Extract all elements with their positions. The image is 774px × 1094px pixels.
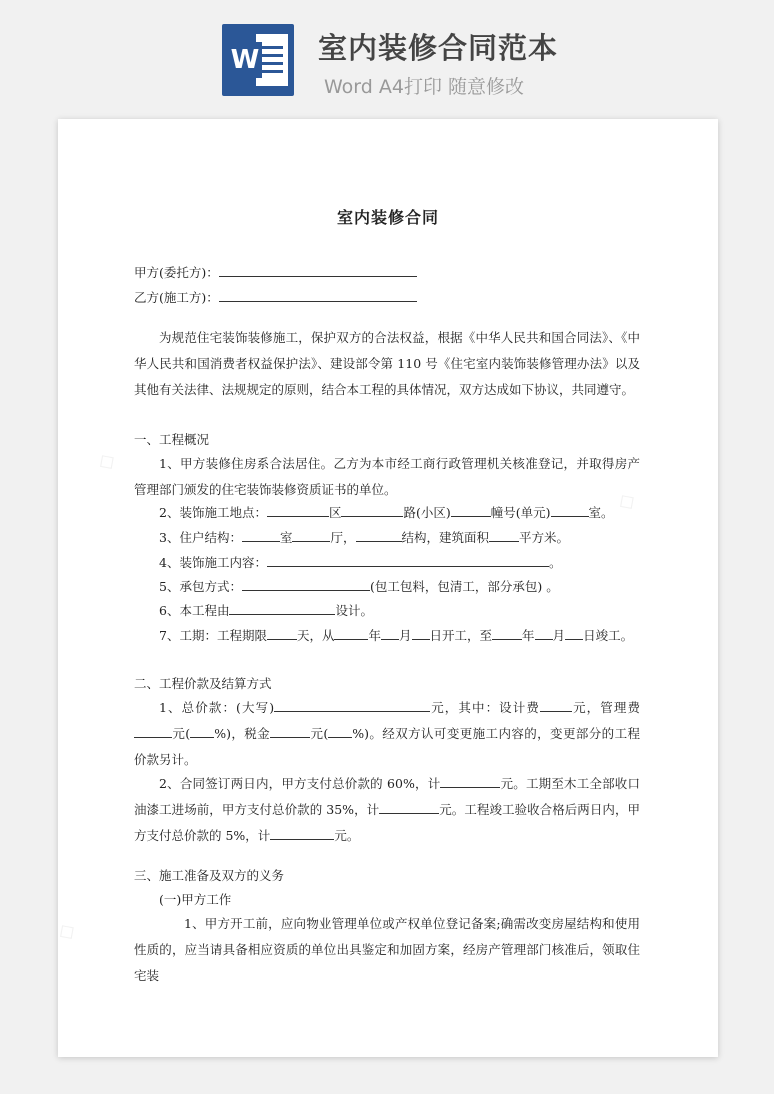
text-fragment: 天，从	[296, 628, 335, 643]
blank-field	[267, 626, 297, 640]
blank-field	[134, 724, 172, 738]
blank-field	[267, 553, 549, 567]
watermark: ◇	[52, 916, 81, 947]
blank-field	[270, 724, 310, 738]
text-fragment: 室。	[588, 505, 614, 520]
section1-item4	[159, 553, 561, 572]
text-fragment: 年	[368, 628, 381, 643]
text-fragment: 元，其中：设计费	[430, 700, 540, 715]
text-fragment: 年	[522, 628, 535, 643]
text-fragment: 日竣工。	[583, 628, 634, 643]
text-fragment	[134, 456, 159, 471]
blank-field	[492, 626, 522, 640]
text-fragment: 平方米。	[519, 530, 570, 545]
text-fragment	[134, 330, 159, 345]
text-fragment: 元。	[334, 828, 360, 843]
blank-field	[334, 626, 368, 640]
text-fragment: 1、甲方开工前，应向物业管理单位或产权单位登记备案;确需改变房屋结构和使用性质的，应当请具备相应资质的单位出具鉴定和加固方案，经房产管理部门核准后，领取住宅装	[134, 916, 640, 983]
blank-field	[270, 826, 334, 840]
text-fragment: %)。经双方认可变更施工内容的，变更部分的工程价款另计。	[134, 726, 640, 767]
section1-item2	[159, 503, 614, 522]
blank-field	[565, 626, 583, 640]
section2-item1	[134, 695, 640, 773]
text-fragment: 元，管理费	[571, 700, 640, 715]
blank-field	[219, 263, 417, 277]
text-fragment: 幢号(单元)	[490, 505, 551, 520]
blank-field	[451, 503, 491, 517]
blank-field	[229, 601, 335, 615]
section1-item5	[159, 577, 559, 596]
word-document-icon	[222, 24, 294, 96]
section2-heading: 二、工程价款及结算方式	[134, 676, 272, 691]
text-fragment: 4、装饰施工内容：	[159, 555, 267, 570]
section3-sub-heading: (一)甲方工作	[159, 892, 232, 907]
text-fragment: 月	[399, 628, 412, 643]
template-subtitle: Word A4打印 随意修改	[324, 76, 525, 98]
document-page	[52, 119, 718, 1057]
blank-field	[242, 528, 280, 542]
text-fragment: 月	[552, 628, 566, 643]
text-fragment: 元(	[172, 726, 191, 741]
party-a-line	[134, 263, 417, 282]
text-fragment: 5、承包方式：	[159, 579, 242, 594]
text-fragment: 结构，建筑面积	[401, 530, 490, 545]
blank-field	[412, 626, 430, 640]
text-fragment: 元。工期至木工全部收口油漆工进场前，甲方支付总价款的 35%，计	[134, 776, 640, 817]
text-fragment: 室	[279, 530, 293, 545]
text-fragment: 区	[328, 505, 342, 520]
blank-field	[356, 528, 402, 542]
party-b-line	[134, 288, 417, 307]
watermark: ◇	[612, 486, 641, 517]
blank-field	[328, 724, 352, 738]
blank-field	[242, 577, 370, 591]
text-fragment	[134, 776, 159, 791]
section1-item1	[134, 451, 640, 503]
blank-field	[489, 528, 519, 542]
text-fragment: %)，税金	[214, 726, 271, 741]
blank-field	[267, 503, 329, 517]
template-title: 室内装修合同范本	[318, 31, 559, 65]
text-fragment: (包工包料，包清工，部分承包) 。	[369, 579, 559, 594]
blank-field	[535, 626, 553, 640]
text-fragment: 元(	[310, 726, 329, 741]
text-fragment: 厅，	[330, 530, 356, 545]
word-letter: W	[228, 42, 262, 78]
text-fragment: 。	[548, 555, 562, 570]
blank-field	[292, 528, 330, 542]
blank-field	[440, 774, 500, 788]
section3-item1	[134, 911, 640, 989]
text-fragment: 2、合同签订两日内，甲方支付总价款的 60%，计	[159, 776, 441, 791]
blank-field	[379, 800, 439, 814]
section1-item6	[159, 601, 373, 620]
section1-heading: 一、工程概况	[134, 432, 210, 447]
preamble	[134, 325, 640, 403]
section1-item3	[159, 528, 569, 547]
text-fragment: 设计。	[335, 603, 373, 618]
section1-item7	[159, 626, 633, 645]
text-fragment: 7、工期：工程期限	[159, 628, 267, 643]
text-fragment: 3、住户结构：	[159, 530, 242, 545]
text-fragment	[134, 916, 184, 931]
text-fragment: 2、装饰施工地点：	[159, 505, 267, 520]
text-fragment: 路(小区)	[403, 505, 451, 520]
text-fragment	[134, 700, 159, 715]
section3-heading: 三、施工准备及双方的义务	[134, 868, 285, 883]
text-fragment: 1、甲方装修住房系合法居住。乙方为本市经工商行政管理机关核准登记，并取得房产管理部门颁发的住宅装饰装修资质证书的单位。	[134, 456, 640, 497]
watermark: ◇	[92, 446, 121, 477]
party-b-label: 乙方(施工方)：	[134, 290, 219, 305]
section2-item2	[134, 771, 640, 849]
blank-field	[341, 503, 403, 517]
text-fragment: 1、总价款：(大写)	[159, 700, 275, 715]
document-title: 室内装修合同	[336, 208, 439, 227]
blank-field	[540, 698, 572, 712]
text-fragment: 日开工，至	[429, 628, 493, 643]
blank-field	[381, 626, 399, 640]
blank-field	[551, 503, 589, 517]
blank-field	[274, 698, 430, 712]
blank-field	[190, 724, 214, 738]
text-fragment: 为规范住宅装饰装修施工，保护双方的合法权益，根据《中华人民共和国合同法》、《中华人民共和国消费者权益保护法》、建设部令第 110 号《住宅室内装饰装修管理办法》以及其他有关法律、法规规定的原则，结合本工程的具体情况，双方达成如下协议，共同遵守。	[134, 330, 640, 397]
text-fragment: 6、本工程由	[159, 603, 230, 618]
header	[0, 0, 774, 110]
party-a-label: 甲方(委托方)：	[134, 265, 219, 280]
text-fragment: 元。工程竣工验收合格后两日内，甲方支付总价款的 5%，计	[134, 802, 640, 843]
blank-field	[219, 288, 417, 302]
